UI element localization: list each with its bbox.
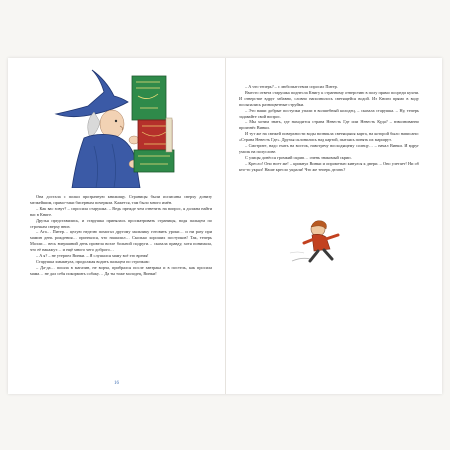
right-page-text [239, 84, 419, 173]
witch-with-books-illustration [54, 66, 189, 188]
left-page-text [30, 194, 212, 277]
paragraph: Друзья представились, и старушка принялась просматривать страницы, водя пальцем по строчкам сверху вниз. [30, 217, 212, 229]
book-spread [8, 58, 442, 394]
book-stack [132, 76, 174, 172]
paragraph: – А я? – не утерпел Винки. – Я слушался маму всё это время! [36, 253, 149, 259]
paragraph: И тут же на свежей поверхности воды возникла светящаяся карта, на которой было написано: «Страна Невесть Где». Друзья склонились над картой, пытаясь понять их маршрут. [239, 131, 419, 143]
paragraph: Вместо ответа старушка поднесла Книгу к странному отверстию в полу прямо посреди кухни. И отверстие вдруг забавно, словно наполнилось светящейся водой. Из Книги прямо в воду посыпались разноцветные струйки. [239, 89, 419, 107]
witch-face [100, 110, 124, 138]
paragraph: – Это ваши добрые поступки упали в волшебный колодец, – сказала старушка. – Ну, теперь задавайте свой вопрос. [239, 107, 419, 119]
paragraph: – Смотрите, надо ехать на восток, навстречу восходящему солнцу… – начал Винки. И вдруг умолк на полуслове. [239, 143, 419, 154]
paragraph: – Да-да… пошла в магазин, не ворча, прибрался после завтрака и в постель, как просила мама… не дал себя покормить собаку… Да ты тоже молодец, Винки! [30, 264, 212, 276]
right-page [226, 58, 442, 394]
page-number: 16 [114, 381, 119, 386]
paragraph: Она достала с полки прозрачную книжищу. Страницы были исписаны сверху донизу мелкейшим, прямо-таки бисерным почерком. Кажется, там было много имён. [30, 194, 212, 205]
paragraph: – Кресло! Оно ноет же! – крикнул Винки и опрометью кинулся к двери. – Оно улетает! Ни об кто-то украл! Наше кресло украли! Что же теперь делать? [239, 160, 419, 172]
paragraph: Старушка хмыкнула, продолжая водить пальцем по строчкам: [36, 258, 150, 264]
paragraph: – Мы хотим знать, где находится страна Невесть Где или Невесть Куда? – взволнованно произнёс Винки. [239, 119, 419, 131]
left-page [8, 58, 225, 394]
boy-body [312, 234, 330, 251]
paragraph: – Как вас зовут? – спросила старушка. – Ведь прежде чем ответить на вопрос, я должна найти вас в Книге. [30, 205, 212, 217]
paragraph: С улицы донёсся громкий скрип… очень знакомый скрип. [245, 154, 352, 160]
paragraph: – Ага… Питер… целую неделю помогал другому мальчику готовить уроки… и ни разу при мамин день рождения… признался, что нашалил… Сколько хороших поступков! Так, теперь Молли… весь вчерашний день провела возле больной подруги… сказала правду, хотя понимала, что её накажут… и ещё много чего доброго… [30, 229, 212, 253]
witch-hair [88, 112, 100, 138]
paragraph: – А что теперь? – с любопытством спросил Питер. [245, 84, 338, 89]
running-boy-illustration [288, 217, 346, 267]
witch-hat [56, 70, 128, 117]
